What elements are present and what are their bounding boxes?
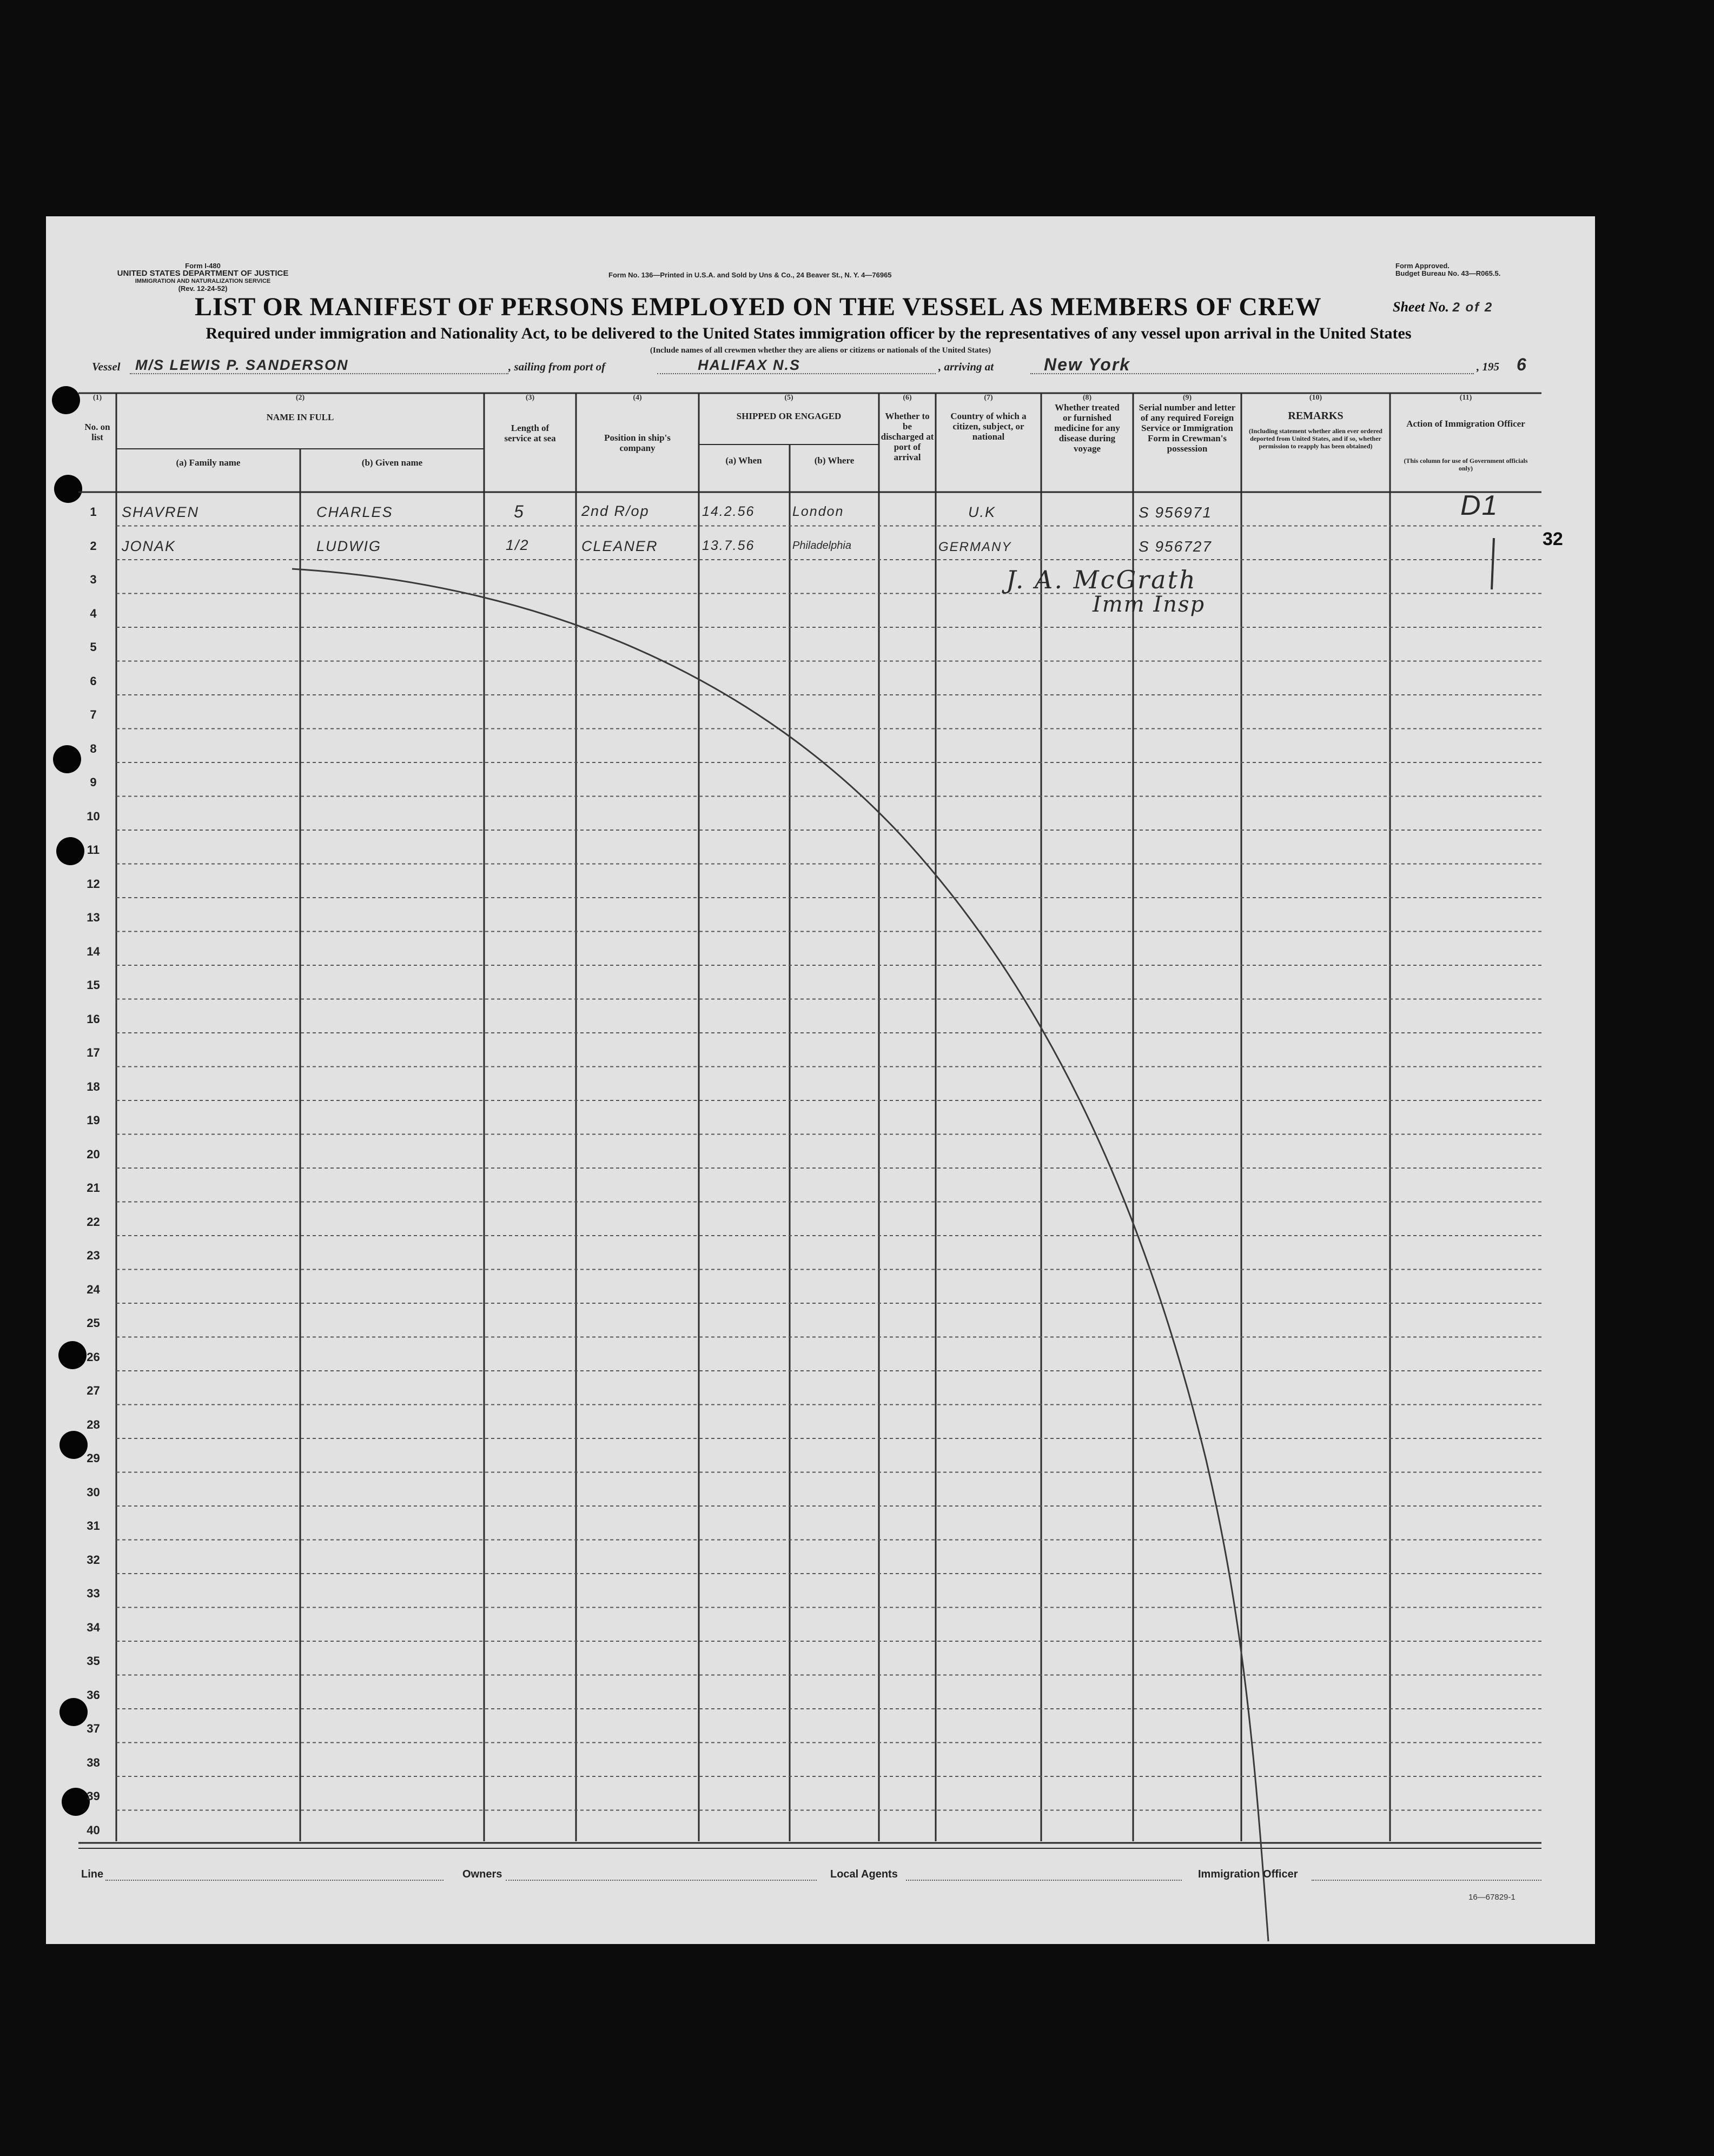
pencil-check (1492, 538, 1494, 589)
row-number: 36 (87, 1688, 100, 1702)
row-number: 24 (87, 1282, 100, 1296)
row-number: 31 (87, 1519, 100, 1533)
col10-number: (10) (1309, 394, 1322, 402)
row1-when: 14.2.56 (702, 504, 755, 519)
subtitle: Required under immigration and Nationality Act, to be delivered to the United States immigration officer by the representatives of any vessel upon arrival in the United States (206, 324, 1412, 342)
row1-length: 5 (514, 502, 525, 521)
col2b-header: (b) Given name (361, 457, 423, 468)
col4-header: Position in ship's company (604, 433, 671, 453)
inspector-title: Imm Insp (1093, 592, 1206, 617)
margin-number: 32 (1543, 529, 1563, 549)
row-number: 38 (87, 1755, 100, 1769)
col8-number: (8) (1082, 394, 1092, 402)
col6-number: (6) (903, 394, 912, 402)
row-number: 8 (90, 741, 97, 755)
row-number: 23 (87, 1249, 100, 1262)
sailing-port: HALIFAX N.S (698, 357, 801, 373)
sheet-value: 2 of 2 (1452, 300, 1493, 315)
col8-header: Whether treated or furnished medicine for any disease during voyage (1054, 402, 1120, 454)
footer-officer-dots (1312, 1880, 1541, 1881)
col11-header: Action of Immigration Officer (1406, 419, 1525, 429)
col3-number: (3) (525, 394, 535, 402)
vessel-name: M/S LEWIS P. SANDERSON (135, 357, 349, 373)
sailing-label: , sailing from port of (508, 360, 606, 373)
row2-serial: S 956727 (1139, 538, 1212, 555)
row-number: 5 (90, 640, 97, 654)
col7-number: (7) (984, 394, 993, 402)
year-value: 6 (1517, 355, 1527, 374)
arriving-port: New York (1044, 355, 1131, 374)
row-number: 39 (87, 1789, 100, 1803)
row-number: 25 (87, 1316, 100, 1330)
subnote: (Include names of all crewmen whether they are aliens or citizens or nationals of the United States) (650, 346, 991, 355)
row-number: 9 (90, 775, 97, 789)
pencil-stroke (292, 569, 1268, 1941)
row-number: 4 (90, 606, 97, 620)
row2-family: JONAK (122, 538, 176, 554)
row1-position: 2nd R/op (581, 503, 650, 519)
row-number: 40 (87, 1823, 100, 1837)
row2-when: 13.7.56 (702, 538, 755, 553)
col9-number: (9) (1182, 394, 1192, 402)
row1-given: CHARLES (316, 504, 393, 520)
row2-length: 1/2 (506, 537, 530, 553)
form-approved: Form Approved. (1395, 262, 1450, 270)
row-number: 32 (87, 1553, 100, 1567)
row-number: 19 (87, 1113, 100, 1127)
col1-number: (1) (92, 394, 102, 402)
row-number: 30 (87, 1485, 100, 1499)
row-number: 22 (87, 1215, 100, 1229)
row-number: 12 (87, 877, 100, 891)
col1-header: No. on list (84, 422, 110, 442)
row-number: 2 (90, 539, 97, 553)
row-number: 21 (87, 1181, 100, 1195)
row-number: 15 (87, 978, 100, 992)
footer-officer-label: Immigration Officer (1198, 1868, 1298, 1880)
sheet-label: Sheet No. (1393, 299, 1449, 315)
arriving-label: , arriving at (938, 360, 994, 373)
col4-number: (4) (633, 394, 642, 402)
row-number: 33 (87, 1587, 100, 1600)
row-number: 28 (87, 1417, 100, 1431)
footer-agents-label: Local Agents (830, 1868, 898, 1880)
footer-owners-label: Owners (462, 1868, 502, 1880)
col7-header: Country of which a citizen, subject, or national (950, 411, 1027, 442)
row1-family: SHAVREN (122, 504, 200, 520)
row-number: 13 (87, 911, 100, 924)
col2a-header: (a) Family name (176, 457, 241, 468)
vessel-label: Vessel (92, 360, 121, 373)
row-number: 6 (90, 674, 97, 688)
row-number: 29 (87, 1451, 100, 1465)
row-number: 20 (87, 1147, 100, 1161)
row1-action: D1 (1460, 490, 1499, 521)
row-number: 37 (87, 1722, 100, 1735)
col5-number: (5) (784, 394, 793, 402)
service-name: IMMIGRATION AND NATURALIZATION SERVICE (135, 278, 271, 284)
col9-header: Serial number and letter of any required Foreign Service or Immigration Form in Crewman's possession (1139, 402, 1236, 454)
row1-where: London (792, 504, 844, 519)
row-number: 10 (87, 809, 100, 823)
row-number: 27 (87, 1384, 100, 1397)
col5a-header: (a) When (725, 455, 762, 466)
col10-header: REMARKS (1288, 410, 1344, 422)
printer-line: Form No. 136—Printed in U.S.A. and Sold by Uns & Co., 24 Beaver St., N. Y. 4—76965 (608, 271, 892, 279)
row-number: 18 (87, 1079, 100, 1093)
footer-line-dots (105, 1880, 444, 1881)
row2-where: Philadelphia (792, 540, 851, 552)
footer-agents-dots (906, 1880, 1182, 1881)
row-number: 14 (87, 944, 100, 958)
row-number: 16 (87, 1012, 100, 1026)
row2-position: CLEANER (581, 538, 658, 554)
col11-number: (11) (1459, 394, 1472, 402)
col2-number: (2) (295, 394, 305, 402)
col2-header: NAME IN FULL (266, 412, 334, 422)
row1-country: U.K (968, 504, 996, 520)
row2-country: GERMANY (938, 540, 1012, 554)
row-number: 34 (87, 1620, 100, 1634)
inspector-signature: J. A. McGrath (1006, 565, 1197, 594)
footer-owners-dots (506, 1880, 817, 1881)
row2-given: LUDWIG (316, 538, 381, 554)
col10-note: (Including statement whether alien ever ordered deported from United States, and if so, whether permission to reapply has been obtained) (1249, 427, 1382, 450)
col11-note: (This column for use of Government officials only) (1404, 457, 1528, 472)
row1-serial: S 956971 (1139, 504, 1212, 521)
form-code: 16—67829-1 (1468, 1893, 1516, 1902)
row-number: 3 (90, 573, 97, 586)
row-number: 26 (87, 1350, 100, 1364)
col3-header: Length of service at sea (504, 423, 556, 443)
col5b-header: (b) Where (814, 455, 855, 466)
col6-header: Whether to be discharged at port of arrival (881, 411, 934, 462)
revision-date: (Rev. 12-24-52) (178, 284, 228, 293)
row-number: 7 (90, 708, 97, 721)
department-name: UNITED STATES DEPARTMENT OF JUSTICE (117, 269, 289, 278)
year-label: , 195 (1477, 360, 1499, 373)
row-number: 11 (87, 843, 100, 857)
form-id: Form I-480 (185, 262, 221, 270)
footer-line-label: Line (81, 1868, 104, 1880)
page-title: LIST OR MANIFEST OF PERSONS EMPLOYED ON THE VESSEL AS MEMBERS OF CREW (195, 293, 1322, 321)
row-number: 17 (87, 1046, 100, 1059)
row-number: 35 (87, 1654, 100, 1668)
row-number: 1 (90, 505, 97, 519)
col5-header: SHIPPED OR ENGAGED (736, 411, 842, 421)
budget-bureau: Budget Bureau No. 43—R065.5. (1395, 269, 1501, 277)
